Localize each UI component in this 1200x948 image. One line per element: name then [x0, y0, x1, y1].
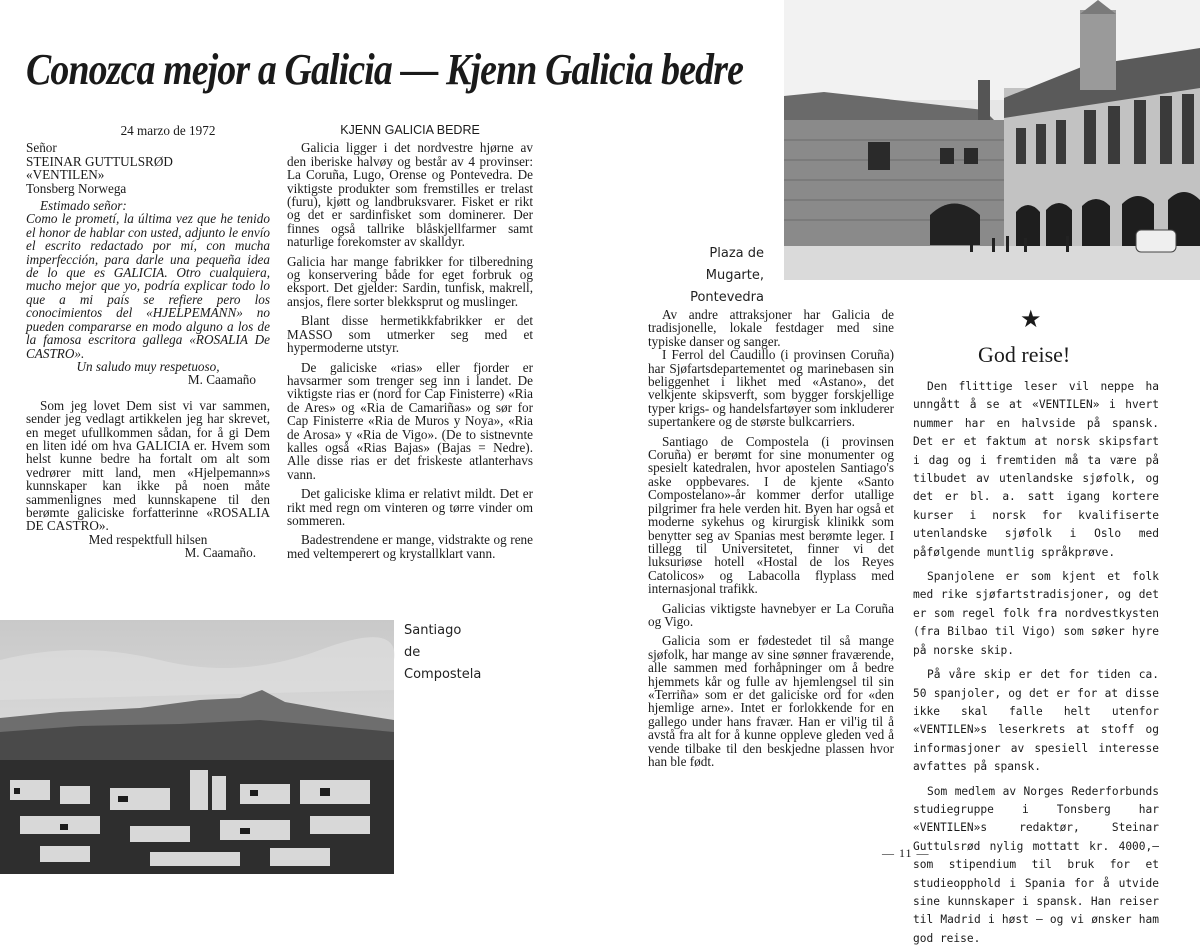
- letter-norwegian-closing: Med respektfull hilsen: [88, 531, 208, 547]
- plaza-photo: [784, 0, 1200, 280]
- santiago-caption-line: de: [404, 645, 421, 660]
- article-paragraph: Badestrendene er mange, vidstrakte og rene med veltemperert og krystallklart vann.: [287, 532, 533, 561]
- letter-date: 24 marzo de 1972: [120, 123, 216, 138]
- article-paragraph: Av andre attraksjoner har Galicia de tradisjonelle, lokale festdager med sine typiske danser og sanger.: [648, 307, 894, 349]
- god-reise-paragraph: Spanjolene er som kjent et folk med rike sjøfartstradisjoner, og det er som regel folk fra nordvestkysten (fra Bilbao til Vigo) som søker hyre på norske skip.: [913, 570, 1159, 657]
- letter-greeting: Estimado señor:: [40, 198, 127, 214]
- article-column-3: [648, 308, 894, 768]
- letter-address-line: Señor: [26, 140, 57, 156]
- santiago-caption-line: Compostela: [404, 667, 482, 682]
- article-column-2: [287, 124, 533, 560]
- god-reise-paragraph: Som medlem av Norges Rederforbunds studiegruppe i Tonsberg har «VENTILEN»s redaktør, Steinar Guttulsrød nylig mottatt kr. 4000,— som stipendium til bruk for et studieopphold i Spania for å utvide sine kunnskaper i spansk. Han reiser til Madrid i høst — og vi ønsker ham god reise.: [913, 784, 1159, 945]
- letter-body: Como le prometí, la última vez que he tenido el honor de hablar con usted, adjunto le envío el escrito redactado por mí, con mucha imperfección, para darle una pequeña idea de lo que es GALICIA. Otro cualquiera, mucho mejor que yo, podría explicar todo lo que a mi país se refiere pero los conocimientos del «HJELPEMANN» no pueden compararse en modo alguno a los de la famosa escritora gallega «ROSALIA De CASTRO».: [26, 211, 270, 361]
- letter-address-line: Tonsberg Norwega: [26, 180, 127, 196]
- letter-norwegian-signature: M. Caamaño.: [184, 545, 256, 561]
- plaza-caption-line: Pontevedra: [690, 290, 764, 305]
- article-title: KJENN GALICIA BEDRE: [340, 123, 480, 137]
- god-reise-paragraph: På våre skip er det for tiden ca. 50 spanjoler, og det er for at disse ikke skal falle helt utenfor «VENTILEN»s leserkrets at stoff og informasjoner av spesiell interesse avfattes på spansk.: [913, 668, 1159, 774]
- santiago-caption: [404, 620, 481, 686]
- letter-closing: Un saludo muy respetuoso,: [76, 358, 220, 374]
- letter-address-line: «VENTILEN»: [26, 167, 105, 183]
- santiago-photo: [0, 620, 394, 874]
- plaza-caption: [658, 243, 764, 309]
- article-paragraph: Galicia ligger i det nordvestre hjørne av den iberiske halvøy og består av 4 provinser: La Coruña, Lugo, Orense og Pontevedra. De viktigste produkter som fremstilles er trelast (furu), kjøtt og landbruksvarer. Fisket er rikt og det er sardinfisket som dominerer. Der finnes også tallrike blåskjellfarmer samt naturlige forekomster av skalldyr.: [287, 140, 533, 250]
- article-paragraph: De galiciske «rias» eller fjorder er havsarmer som trenger seg inn i landet. De viktigste rias er (nord for Cap Finisterre) «Ria de Ares» og «Ria de Camariñas» og sør for Cap Finisterre «Ria de Muros y Noya», «Ria de Arosa» y «Ria de Vigo». (De to sistnevnte kalles også «Rias Bajas» (Bajas = Nedre). Alle disse rias er det friskeste atlanterhavs vann.: [287, 359, 533, 482]
- plaza-caption-line: Plaza de Mugarte,: [705, 246, 764, 283]
- letter-signature: M. Caamaño: [187, 372, 256, 388]
- article-paragraph: I Ferrol del Caudillo (i provinsen Coruña) har Sjøfartsdepartementet og marinebasen sin beliggenhet i likhet med «Astano», det velkjente skipsverft, som bygger forskjellige typer krigs- og handelsfartøyer som inkluderer supertankere og de største bulkcarriers.: [648, 347, 894, 430]
- letter-norwegian-body: Som jeg lovet Dem sist vi var sammen, sender jeg vedlagt artikkelen jeg har skrevet, en meget ufullkommen sådan, for å gi Dem en liten idé om hva GALICIA er. Hvem som helst kunne bedre ha fortalt om alt som vedrører mitt land, men «Hjelpemann»s kunnskaper kan ikke på noen måte sammenlignes med kunnskapene til den berømte galiciske forfatterinne «ROSALIA DE CASTRO».: [26, 397, 270, 534]
- page-number: — 11 —: [882, 846, 930, 860]
- letter-address-line: STEINAR GUTTULSRØD: [26, 153, 173, 169]
- article-paragraph: Galicia som er fødestedet til så mange sjøfolk, har mange av sine sønner fraværende, alle sammen med forhåpninger om å bedre hjemmets kår og fulle av hjemlengsel til sin «Terriña» som er det galiciske ord for «den hjemlige arne». Intet er forlokkende for en gallego under hans fravær. Han er vil'ig til å avstå fra alt for å kunne oppleve gleden ved å vende tilbake til den beskjedne plassen hvor han ble født.: [648, 633, 894, 769]
- article-paragraph: Det galiciske klima er relativt mildt. Det er rikt med regn om vinteren og tørre vinder om sommeren.: [287, 486, 533, 528]
- article-paragraph: Galicias viktigste havnebyer er La Coruña og Vigo.: [648, 600, 894, 629]
- letter-column: [26, 124, 270, 560]
- god-reise-paragraph: Den flittige leser vil neppe ha unngått å se at «VENTILEN» i hvert nummer har en halvside på spansk. Det er et faktum at norsk skipsfart i dag og i fremtiden må ta være på tilbudet av utenlandske sjøfolk, og det er bl. a. satt igang kortere kurser i norsk for kvalifiserte utenlandske sjøfolk i Oslo med påfølgende muntlig språkprøve.: [913, 380, 1159, 559]
- god-reise-column: [913, 378, 1159, 948]
- article-paragraph: Santiago de Compostela (i provinsen Coruña) er berømt for sine monumenter og spesielt katedralen, hvor apostelen Santiago's aske oppbevares. I de kjente «Santo Compostelano»-år kommer derfor utallige pilgrimer fra hele verden hit. Byen har også et moderne sykehus og kirurgisk klinikk som benytter seg av Spanias mest berømte leger. I tillegg til Universitetet, finner vi det luksuriøse hotell «Hostal de los Reyes Catolicos» og Labacolla flyplass med internasjonal trafikk.: [648, 433, 894, 597]
- star-icon: ★: [1020, 305, 1042, 333]
- headline: Conozca mejor a Galicia — Kjenn Galicia bedre: [26, 45, 744, 94]
- santiago-caption-line: Santiago: [404, 623, 462, 638]
- article-paragraph: Blant disse hermetikkfabrikker er det MASSO som utmerker seg med et hypermoderne utstyr.: [287, 313, 533, 356]
- god-reise-title: God reise!: [978, 342, 1071, 367]
- article-paragraph: Galicia har mange fabrikker for tilberedning og konservering både for eget forbruk og eksport. Det gjelder: Sardin, tunfisk, makrell, ansjos, flere sorter blekksprut og muslinger.: [287, 253, 533, 309]
